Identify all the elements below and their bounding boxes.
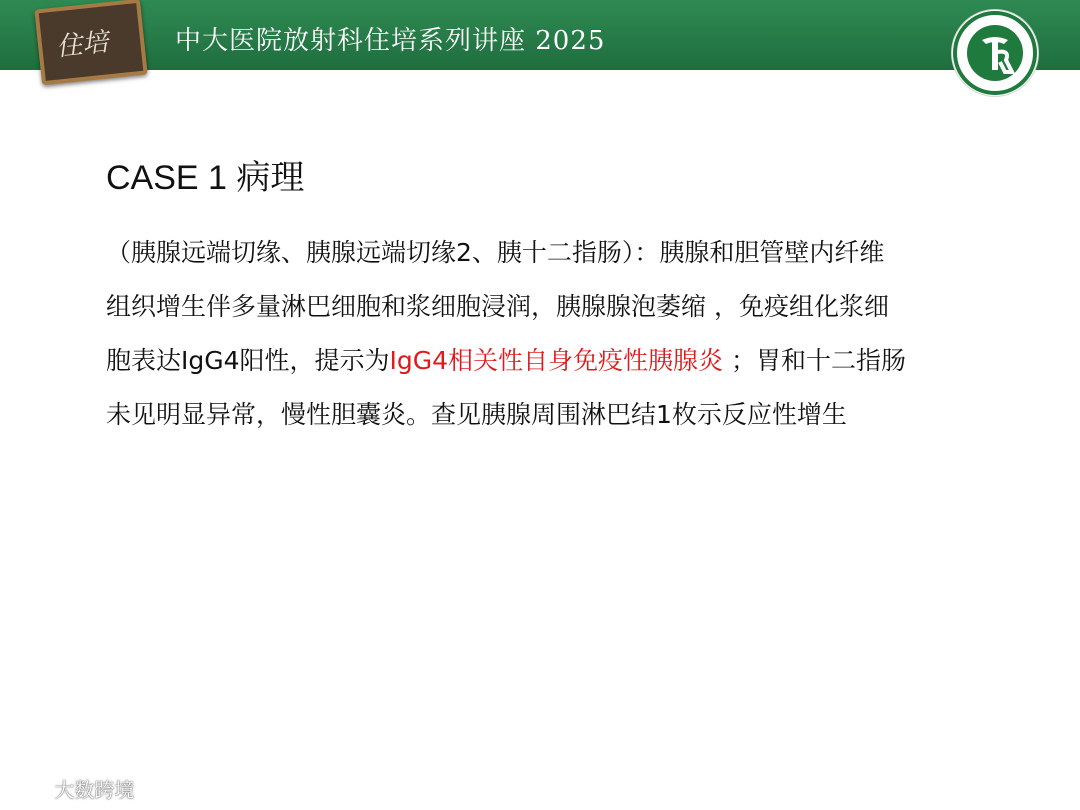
hospital-radiology-logo-icon — [952, 10, 1038, 96]
watermark — [12, 774, 134, 803]
badge-text: 住培 — [54, 27, 110, 63]
pathology-paragraph — [106, 226, 906, 442]
diagnosis-highlight: IgG4相关性自身免疫性胰腺炎 — [389, 346, 724, 375]
slide-header-bar — [0, 0, 1080, 70]
watermark-logo-icon — [12, 781, 48, 803]
paragraph-text-part2: ；胃和十二指肠未见明显异常，慢性胆囊炎。查见胰腺周围淋巴结1枚示反应性增生 — [106, 346, 907, 429]
header-title: 中大医院放射科住培系列讲座 2025 — [175, 26, 606, 56]
paragraph-text-part1: （胰腺远端切缘、胰腺远端切缘2、胰十二指肠）：胰腺和胆管壁内纤维组织增生伴多量淋巴细胞和浆细胞浸润，胰腺腺泡萎缩 ，免疫组化浆细胞表达IgG4阳性，提示为 — [106, 238, 889, 375]
watermark-text: 大数跨境 — [54, 778, 135, 802]
chalkboard-badge-icon — [34, 0, 147, 85]
slide-heading: CASE 1 病理 — [106, 159, 305, 197]
